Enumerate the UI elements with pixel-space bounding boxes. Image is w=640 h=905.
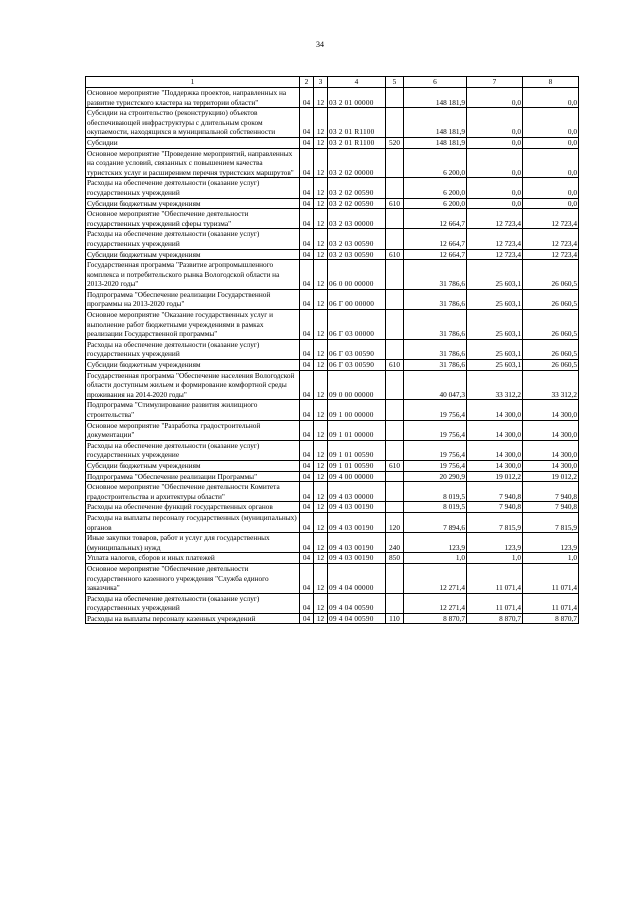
amount-2020-cell: 12 723,4 [523,229,579,249]
expense-type-cell [386,370,404,400]
amount-2018-cell: 8 019,5 [404,482,467,502]
subsection-cell: 12 [314,310,328,340]
amount-2018-cell: 31 786,6 [404,289,467,309]
amount-2020-cell: 0,0 [523,108,579,138]
row-name-cell: Субсидии на строительство (реконструкцию) объектов обеспечивающей инфраструктуры с длительным сроком окупаемости, находящихся в муниципальной собственности [86,108,300,138]
subsection-cell: 12 [314,249,328,260]
table-row [86,229,579,249]
expense-type-cell [386,563,404,593]
amount-2019-cell: 12 723,4 [467,229,523,249]
header-cell: 7 [467,77,523,88]
amount-2020-cell: 7 940,8 [523,502,579,513]
subsection-cell: 12 [314,533,328,553]
amount-2019-cell: 25 603,1 [467,260,523,290]
target-article-cell: 09 4 03 00190 [328,512,386,532]
amount-2018-cell: 12 664,7 [404,249,467,260]
amount-2018-cell: 7 894,6 [404,512,467,532]
subsection-cell: 12 [314,229,328,249]
table-row [86,289,579,309]
section-cell: 04 [300,229,314,249]
section-cell: 04 [300,209,314,229]
target-article-cell: 09 1 01 00590 [328,440,386,460]
target-article-cell: 03 2 01 R1100 [328,108,386,138]
amount-2020-cell: 12 723,4 [523,249,579,260]
target-article-cell: 06 Г 03 00000 [328,310,386,340]
row-name-cell: Расходы на обеспечение деятельности (оказание услуг) государственных учреждений [86,593,300,613]
target-article-cell: 03 2 02 00590 [328,178,386,198]
subsection-cell: 12 [314,440,328,460]
expense-type-cell [386,339,404,359]
amount-2019-cell: 0,0 [467,137,523,148]
amount-2020-cell: 0,0 [523,137,579,148]
subsection-cell: 12 [314,370,328,400]
amount-2019-cell: 7 940,8 [467,502,523,513]
expense-type-cell [386,88,404,108]
row-name-cell: Государственная программа "Обеспечение населения Вологодской области доступным жильем и формирование комфортной среды проживания на 2014-2020 годы" [86,370,300,400]
target-article-cell: 09 4 04 00590 [328,613,386,624]
section-cell: 04 [300,553,314,564]
amount-2019-cell: 25 603,1 [467,289,523,309]
amount-2020-cell: 1,0 [523,553,579,564]
section-cell: 04 [300,420,314,440]
subsection-cell: 12 [314,339,328,359]
amount-2018-cell: 31 786,6 [404,339,467,359]
amount-2018-cell: 12 664,7 [404,229,467,249]
amount-2018-cell: 6 200,0 [404,178,467,198]
amount-2020-cell: 33 312,2 [523,370,579,400]
section-cell: 04 [300,512,314,532]
expense-type-cell: 850 [386,553,404,564]
amount-2019-cell: 0,0 [467,88,523,108]
row-name-cell: Расходы на обеспечение деятельности (оказание услуг) государственных учреждение [86,440,300,460]
table-row [86,482,579,502]
amount-2020-cell: 12 723,4 [523,209,579,229]
amount-2020-cell: 8 870,7 [523,613,579,624]
amount-2020-cell: 11 071,4 [523,563,579,593]
amount-2020-cell: 26 060,5 [523,339,579,359]
amount-2018-cell: 40 047,3 [404,370,467,400]
table-row [86,339,579,359]
subsection-cell: 12 [314,593,328,613]
amount-2019-cell: 25 603,1 [467,310,523,340]
row-name-cell: Расходы на обеспечение деятельности (оказание услуг) государственных учреждений [86,229,300,249]
section-cell: 04 [300,198,314,209]
row-name-cell: Государственная программа "Развитие агропромышленного комплекса и потребительского рынка Вологодской области на 2013-2020 годы" [86,260,300,290]
section-cell: 04 [300,148,314,178]
expense-type-cell [386,108,404,138]
table-row [86,553,579,564]
amount-2019-cell: 123,9 [467,533,523,553]
row-name-cell: Основное мероприятие "Обеспечение деятельности государственного казенного учреждения "Служба единого заказчика" [86,563,300,593]
table-row [86,249,579,260]
subsection-cell: 12 [314,512,328,532]
row-name-cell: Основное мероприятие "Проведение мероприятий, направленных на создание условий, связанных с повышением качества туристских услуг и расширением перечня туристских маршрутов" [86,148,300,178]
row-name-cell: Основное мероприятие "Обеспечение деятельности Комитета градостроительства и архитектуры области" [86,482,300,502]
amount-2018-cell: 19 756,4 [404,400,467,420]
amount-2018-cell: 148 181,9 [404,137,467,148]
row-name-cell: Субсидии бюджетным учреждениям [86,360,300,371]
expense-type-cell [386,482,404,502]
amount-2018-cell: 8 870,7 [404,613,467,624]
row-name-cell: Расходы на обеспечение деятельности (оказание услуг) государственных учреждений [86,339,300,359]
section-cell: 04 [300,593,314,613]
amount-2018-cell: 148 181,9 [404,88,467,108]
row-name-cell: Подпрограмма "Стимулирование развития жилищного строительства" [86,400,300,420]
target-article-cell: 03 2 03 00590 [328,249,386,260]
target-article-cell: 03 2 02 00590 [328,198,386,209]
subsection-cell: 12 [314,360,328,371]
row-name-cell: Основное мероприятие "Оказание государственных услуг и выполнение работ бюджетными учреждениями в рамках реализации Государственной программы" [86,310,300,340]
target-article-cell: 06 Г 00 00000 [328,289,386,309]
subsection-cell: 12 [314,198,328,209]
row-name-cell: Основное мероприятие "Обеспечение деятельности государственных учреждений сферы туризма" [86,209,300,229]
amount-2018-cell: 31 786,6 [404,360,467,371]
amount-2018-cell: 1,0 [404,553,467,564]
target-article-cell: 09 1 01 00590 [328,460,386,471]
amount-2020-cell: 14 300,0 [523,420,579,440]
amount-2018-cell: 6 200,0 [404,148,467,178]
target-article-cell: 03 2 02 00000 [328,148,386,178]
expense-type-cell: 120 [386,512,404,532]
table-row [86,512,579,532]
amount-2019-cell: 0,0 [467,178,523,198]
amount-2019-cell: 0,0 [467,108,523,138]
subsection-cell: 12 [314,460,328,471]
section-cell: 04 [300,460,314,471]
amount-2019-cell: 14 300,0 [467,420,523,440]
expense-type-cell [386,310,404,340]
section-cell: 04 [300,108,314,138]
expense-type-cell [386,148,404,178]
target-article-cell: 06 0 00 00000 [328,260,386,290]
amount-2018-cell: 12 664,7 [404,209,467,229]
header-cell: 3 [314,77,328,88]
amount-2019-cell: 14 300,0 [467,440,523,460]
table-row [86,593,579,613]
expense-type-cell [386,420,404,440]
row-name-cell: Подпрограмма "Обеспечение реализации Государственной программы на 2013-2020 годы" [86,289,300,309]
budget-table [85,76,579,624]
table-row [86,460,579,471]
subsection-cell: 12 [314,148,328,178]
amount-2020-cell: 14 300,0 [523,460,579,471]
amount-2018-cell: 19 756,4 [404,460,467,471]
amount-2019-cell: 0,0 [467,148,523,178]
row-name-cell: Расходы на обеспечение деятельности (оказание услуг) государственных учреждений [86,178,300,198]
subsection-cell: 12 [314,108,328,138]
subsection-cell: 12 [314,400,328,420]
subsection-cell: 12 [314,471,328,482]
section-cell: 04 [300,339,314,359]
target-article-cell: 09 0 00 00000 [328,370,386,400]
expense-type-cell [386,471,404,482]
amount-2020-cell: 14 300,0 [523,400,579,420]
header-row [86,77,579,88]
amount-2019-cell: 8 870,7 [467,613,523,624]
table-row [86,148,579,178]
target-article-cell: 09 4 03 00190 [328,502,386,513]
amount-2019-cell: 25 603,1 [467,339,523,359]
subsection-cell: 12 [314,482,328,502]
subsection-cell: 12 [314,289,328,309]
amount-2019-cell: 14 300,0 [467,460,523,471]
amount-2019-cell: 19 012,2 [467,471,523,482]
subsection-cell: 12 [314,137,328,148]
section-cell: 04 [300,563,314,593]
amount-2019-cell: 11 071,4 [467,563,523,593]
expense-type-cell: 240 [386,533,404,553]
row-name-cell: Субсидии бюджетным учреждениям [86,198,300,209]
subsection-cell: 12 [314,502,328,513]
table-row [86,533,579,553]
amount-2020-cell: 0,0 [523,198,579,209]
amount-2018-cell: 8 019,5 [404,502,467,513]
amount-2019-cell: 12 723,4 [467,209,523,229]
section-cell: 04 [300,370,314,400]
header-cell: 8 [523,77,579,88]
section-cell: 04 [300,440,314,460]
subsection-cell: 12 [314,260,328,290]
table-row [86,563,579,593]
expense-type-cell [386,229,404,249]
section-cell: 04 [300,533,314,553]
amount-2019-cell: 25 603,1 [467,360,523,371]
amount-2018-cell: 19 756,4 [404,420,467,440]
target-article-cell: 06 Г 03 00590 [328,360,386,371]
target-article-cell: 09 4 03 00000 [328,482,386,502]
target-article-cell: 03 2 03 00000 [328,209,386,229]
amount-2020-cell: 26 060,5 [523,310,579,340]
table-row [86,420,579,440]
table-row [86,502,579,513]
amount-2020-cell: 0,0 [523,148,579,178]
amount-2018-cell: 20 290,9 [404,471,467,482]
table-row [86,360,579,371]
row-name-cell: Субсидии бюджетным учреждениям [86,460,300,471]
amount-2019-cell: 12 723,4 [467,249,523,260]
amount-2019-cell: 11 071,4 [467,593,523,613]
amount-2018-cell: 148 181,9 [404,108,467,138]
section-cell: 04 [300,471,314,482]
amount-2019-cell: 14 300,0 [467,400,523,420]
expense-type-cell: 110 [386,613,404,624]
table-row [86,137,579,148]
amount-2020-cell: 123,9 [523,533,579,553]
expense-type-cell [386,209,404,229]
subsection-cell: 12 [314,178,328,198]
amount-2019-cell: 7 940,8 [467,482,523,502]
section-cell: 04 [300,310,314,340]
row-name-cell: Уплата налогов, сборов и иных платежей [86,553,300,564]
section-cell: 04 [300,249,314,260]
subsection-cell: 12 [314,553,328,564]
header-cell: 4 [328,77,386,88]
section-cell: 04 [300,502,314,513]
section-cell: 04 [300,360,314,371]
amount-2020-cell: 0,0 [523,178,579,198]
amount-2020-cell: 7 815,9 [523,512,579,532]
subsection-cell: 12 [314,613,328,624]
row-name-cell: Расходы на обеспечение функций государственных органов [86,502,300,513]
table-row [86,198,579,209]
target-article-cell: 09 4 04 00000 [328,563,386,593]
row-name-cell: Основное мероприятие "Поддержка проектов, направленных на развитие туристского кластера на территории области" [86,88,300,108]
amount-2019-cell: 7 815,9 [467,512,523,532]
amount-2018-cell: 12 271,4 [404,563,467,593]
row-name-cell: Расходы на выплаты персоналу государственных (муниципальных) органов [86,512,300,532]
table-row [86,108,579,138]
row-name-cell: Субсидии [86,137,300,148]
expense-type-cell [386,289,404,309]
row-name-cell: Иные закупки товаров, работ и услуг для государственных (муниципальных) нужд [86,533,300,553]
amount-2018-cell: 19 756,4 [404,440,467,460]
amount-2019-cell: 1,0 [467,553,523,564]
amount-2020-cell: 26 060,5 [523,260,579,290]
row-name-cell: Субсидии бюджетным учреждениям [86,249,300,260]
header-cell: 6 [404,77,467,88]
target-article-cell: 03 2 01 R1100 [328,137,386,148]
expense-type-cell: 610 [386,249,404,260]
expense-type-cell: 610 [386,198,404,209]
amount-2020-cell: 7 940,8 [523,482,579,502]
expense-type-cell [386,593,404,613]
amount-2018-cell: 12 271,4 [404,593,467,613]
table-row [86,370,579,400]
section-cell: 04 [300,178,314,198]
amount-2020-cell: 19 012,2 [523,471,579,482]
amount-2020-cell: 14 300,0 [523,440,579,460]
amount-2018-cell: 31 786,6 [404,310,467,340]
subsection-cell: 12 [314,88,328,108]
expense-type-cell [386,502,404,513]
section-cell: 04 [300,137,314,148]
target-article-cell: 06 Г 03 00590 [328,339,386,359]
target-article-cell: 09 1 01 00000 [328,420,386,440]
expense-type-cell: 610 [386,460,404,471]
row-name-cell: Основное мероприятие "Разработка градостроительной документации" [86,420,300,440]
expense-type-cell [386,178,404,198]
expense-type-cell [386,440,404,460]
amount-2019-cell: 33 312,2 [467,370,523,400]
amount-2020-cell: 26 060,5 [523,289,579,309]
subsection-cell: 12 [314,420,328,440]
table-row [86,209,579,229]
table-row [86,440,579,460]
expense-type-cell: 520 [386,137,404,148]
header-cell: 5 [386,77,404,88]
target-article-cell: 03 2 01 00000 [328,88,386,108]
amount-2020-cell: 11 071,4 [523,593,579,613]
target-article-cell: 09 4 03 00190 [328,553,386,564]
target-article-cell: 09 4 04 00590 [328,593,386,613]
expense-type-cell [386,400,404,420]
target-article-cell: 09 4 00 00000 [328,471,386,482]
amount-2019-cell: 0,0 [467,198,523,209]
expense-type-cell [386,260,404,290]
subsection-cell: 12 [314,209,328,229]
row-name-cell: Расходы на выплаты персоналу казенных учреждений [86,613,300,624]
amount-2018-cell: 123,9 [404,533,467,553]
subsection-cell: 12 [314,563,328,593]
row-name-cell: Подпрограмма "Обеспечение реализации Программы" [86,471,300,482]
section-cell: 04 [300,260,314,290]
amount-2018-cell: 6 200,0 [404,198,467,209]
amount-2018-cell: 31 786,6 [404,260,467,290]
table-row [86,471,579,482]
table-row [86,310,579,340]
table-row [86,178,579,198]
page-number: 34 [316,40,324,49]
target-article-cell: 03 2 03 00590 [328,229,386,249]
section-cell: 04 [300,289,314,309]
section-cell: 04 [300,88,314,108]
target-article-cell: 09 4 03 00190 [328,533,386,553]
header-cell: 2 [300,77,314,88]
target-article-cell: 09 1 00 00000 [328,400,386,420]
table-row [86,88,579,108]
expense-type-cell: 610 [386,360,404,371]
table-row [86,260,579,290]
section-cell: 04 [300,482,314,502]
amount-2020-cell: 26 060,5 [523,360,579,371]
table-row [86,400,579,420]
table-row [86,613,579,624]
amount-2020-cell: 0,0 [523,88,579,108]
header-cell: 1 [86,77,300,88]
section-cell: 04 [300,400,314,420]
section-cell: 04 [300,613,314,624]
